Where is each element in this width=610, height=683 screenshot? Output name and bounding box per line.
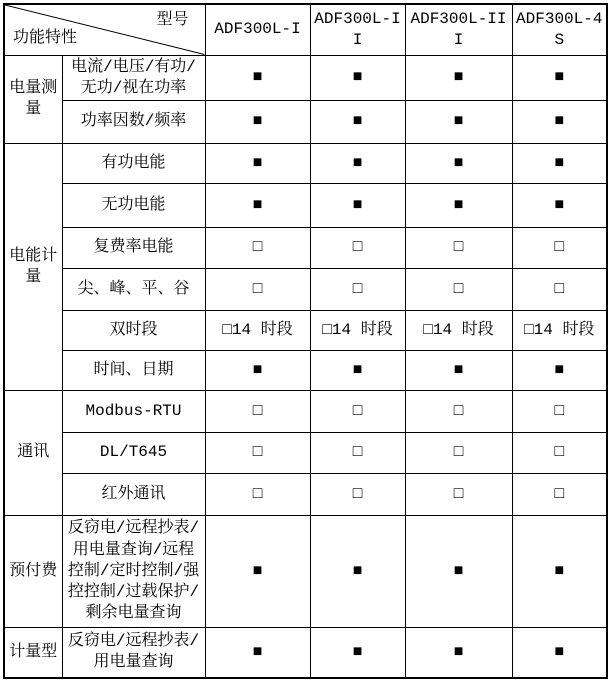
value-cell: □	[205, 390, 310, 432]
value-cell: □	[205, 432, 310, 473]
feature-cell: 电流/电压/有功/无功/视在功率	[62, 55, 205, 100]
value-cell: □14 时段	[512, 310, 607, 350]
value-cell: □	[405, 390, 512, 432]
corner-label-model: 型号	[156, 11, 189, 29]
feature-cell: 反窃电/远程抄表/用电量查询/远程控制/定时控制/强控控制/过载保护/剩余电量查询	[62, 515, 205, 627]
value-cell: ■	[405, 627, 512, 678]
feature-cell: 无功电能	[62, 183, 205, 227]
value-cell: □14 时段	[405, 310, 512, 350]
value-cell: ■	[405, 100, 512, 143]
value-cell: □14 时段	[310, 310, 405, 350]
feature-cell: 双时段	[62, 310, 205, 350]
value-cell: □	[205, 227, 310, 268]
value-cell: ■	[310, 55, 405, 100]
value-cell: ■	[205, 350, 310, 390]
table-row	[4, 268, 607, 310]
table-row	[4, 473, 607, 515]
header-row	[4, 4, 607, 55]
table-row	[4, 55, 607, 100]
feature-cell: Modbus-RTU	[62, 390, 205, 432]
value-cell: ■	[205, 55, 310, 100]
column-header-adf300l-ii: ADF300L-II	[310, 4, 405, 55]
value-cell: ■	[512, 55, 607, 100]
feature-cell: 复费率电能	[62, 227, 205, 268]
value-cell: ■	[205, 627, 310, 678]
value-cell: ■	[512, 515, 607, 627]
value-cell: ■	[405, 55, 512, 100]
feature-cell: 有功电能	[62, 143, 205, 183]
table-row	[4, 183, 607, 227]
value-cell: □	[310, 268, 405, 310]
corner-header-cell	[4, 4, 205, 55]
group-cell-metering-type: 计量型	[4, 627, 62, 678]
value-cell: □	[512, 227, 607, 268]
value-cell: ■	[512, 350, 607, 390]
value-cell: □	[405, 227, 512, 268]
value-cell: □	[512, 473, 607, 515]
value-cell: □	[512, 390, 607, 432]
feature-cell: 功率因数/频率	[62, 100, 205, 143]
value-cell: ■	[512, 100, 607, 143]
value-cell: □	[205, 268, 310, 310]
value-cell: ■	[310, 183, 405, 227]
group-cell-communication: 通讯	[4, 390, 62, 515]
group-cell-measurement: 电量测量	[4, 55, 62, 143]
value-cell: ■	[310, 350, 405, 390]
group-cell-energy-metering: 电能计量	[4, 143, 62, 390]
table-row	[4, 310, 607, 350]
value-cell: ■	[512, 183, 607, 227]
value-cell: □	[405, 268, 512, 310]
value-cell: ■	[205, 515, 310, 627]
column-header-adf300l-4s: ADF300L-4S	[512, 4, 607, 55]
table-row	[4, 350, 607, 390]
value-cell: ■	[405, 515, 512, 627]
value-cell: ■	[512, 143, 607, 183]
value-cell: ■	[310, 515, 405, 627]
table-row	[4, 100, 607, 143]
value-cell: ■	[405, 183, 512, 227]
value-cell: ■	[205, 143, 310, 183]
value-cell: ■	[205, 100, 310, 143]
column-header-adf300l-iii: ADF300L-III	[405, 4, 512, 55]
value-cell: ■	[310, 627, 405, 678]
value-cell: ■	[405, 143, 512, 183]
feature-cell: 时间、日期	[62, 350, 205, 390]
value-cell: □	[405, 473, 512, 515]
value-cell: □	[310, 390, 405, 432]
value-cell: □	[310, 432, 405, 473]
feature-cell: 反窃电/远程抄表/用电量查询	[62, 627, 205, 678]
column-header-adf300l-i: ADF300L-I	[205, 4, 310, 55]
feature-cell: 红外通讯	[62, 473, 205, 515]
value-cell: ■	[512, 627, 607, 678]
value-cell: □	[310, 473, 405, 515]
feature-comparison-table	[3, 3, 608, 679]
value-cell: □14 时段	[205, 310, 310, 350]
feature-cell: 尖、峰、平、谷	[62, 268, 205, 310]
table-row	[4, 227, 607, 268]
value-cell: □	[205, 473, 310, 515]
value-cell: ■	[405, 350, 512, 390]
value-cell: □	[512, 268, 607, 310]
value-cell: ■	[310, 143, 405, 183]
value-cell: □	[310, 227, 405, 268]
value-cell: ■	[310, 100, 405, 143]
feature-cell: DL/T645	[62, 432, 205, 473]
corner-label-feature: 功能特性	[13, 29, 78, 48]
value-cell: □	[512, 432, 607, 473]
table-row	[4, 432, 607, 473]
table-row	[4, 515, 607, 627]
table-row	[4, 390, 607, 432]
table-row	[4, 627, 607, 678]
value-cell: □	[405, 432, 512, 473]
group-cell-prepaid: 预付费	[4, 515, 62, 627]
value-cell: ■	[205, 183, 310, 227]
table-row	[4, 143, 607, 183]
